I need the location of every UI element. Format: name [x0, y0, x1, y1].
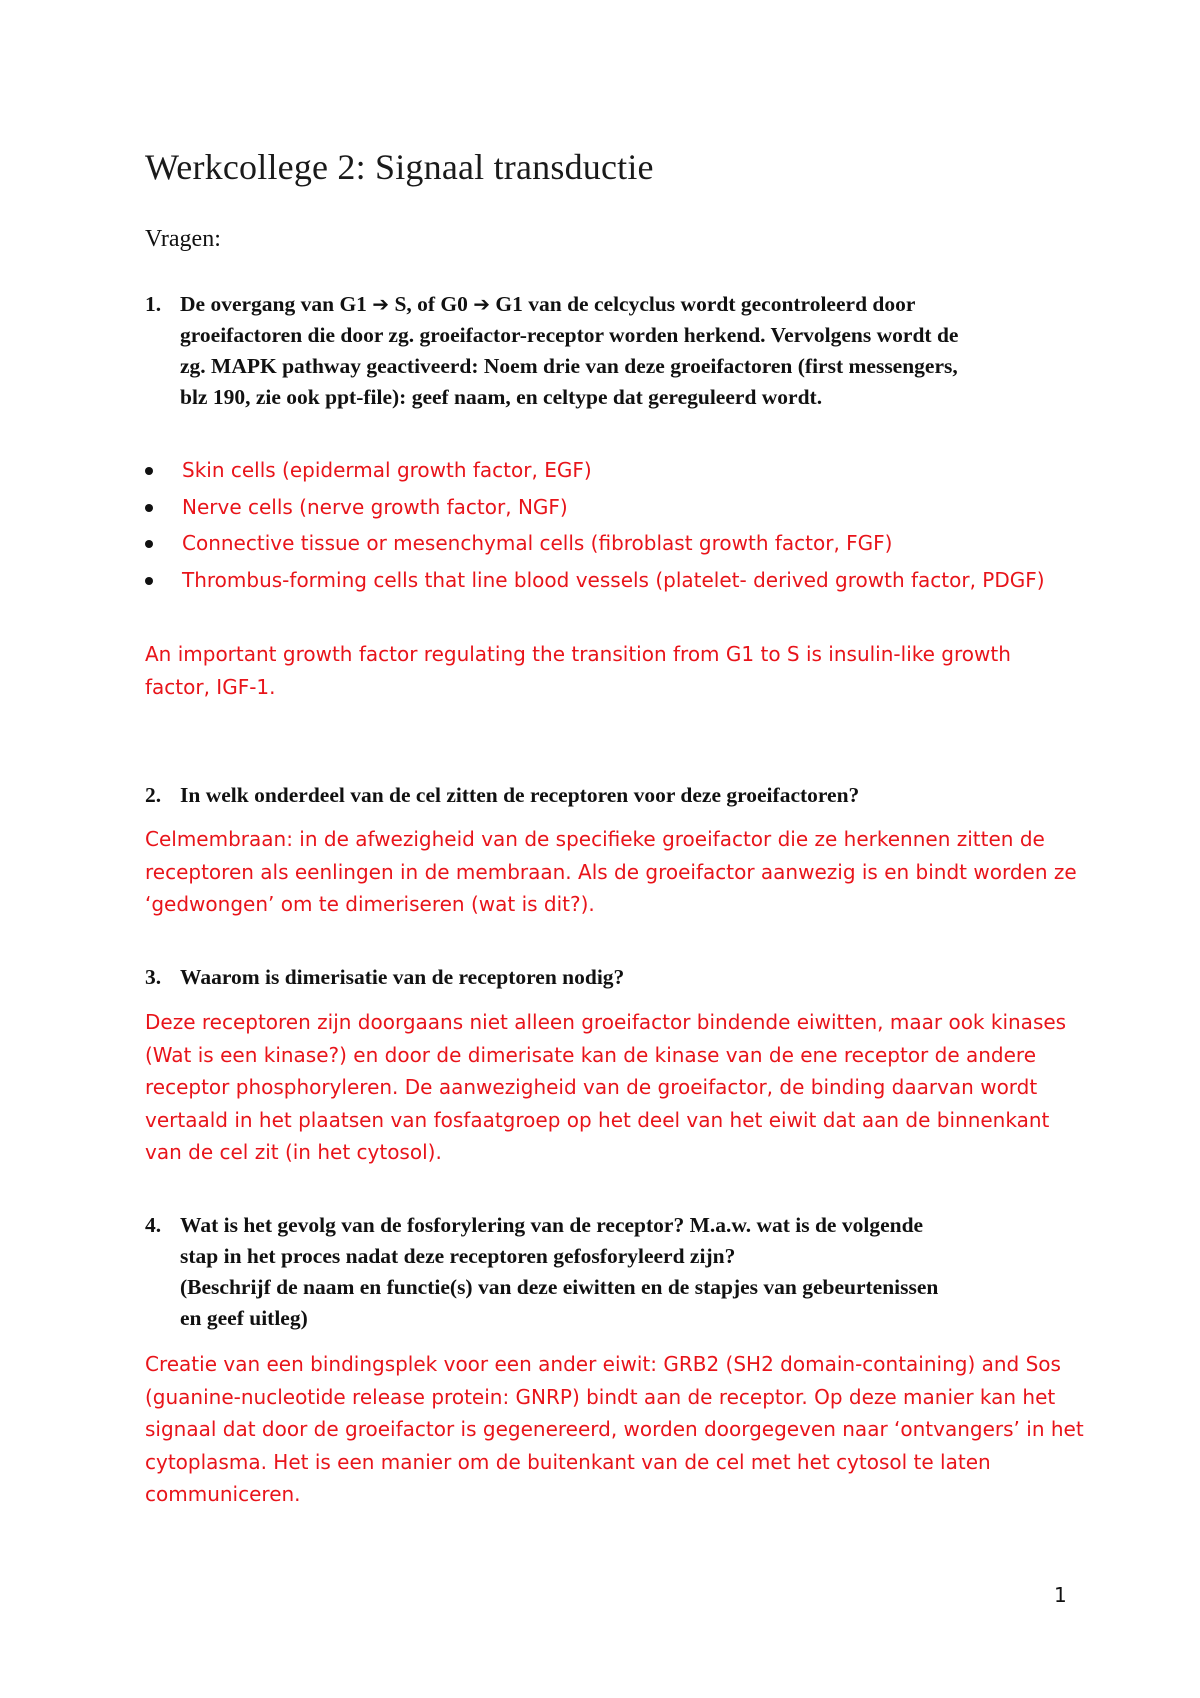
answer-2: Celmembraan: in de afwezigheid van de specifieke groeifactor die ze herkennen zitten de receptoren als eenlingen in de membraan. Als de groeifactor aanwezig is en bindt worden ze ‘gedwongen’ om te dimeriseren (wat is dit?).: [145, 827, 1077, 916]
question-line: en geef uitleg): [180, 1306, 308, 1330]
page-title: Werkcollege 2: Signaal transductie: [145, 147, 654, 187]
question-number: 1.: [145, 292, 162, 316]
bullet-icon: [145, 577, 153, 585]
page-number: 1: [1054, 1583, 1067, 1607]
list-item: Skin cells (epidermal growth factor, EGF): [145, 452, 1045, 489]
list-item: Nerve cells (nerve growth factor, NGF): [145, 489, 1045, 526]
list-item: Connective tissue or mesenchymal cells (fibroblast growth factor, FGF): [145, 525, 1045, 562]
answer-1-extra: An important growth factor regulating the transition from G1 to S is insulin-like growth factor, IGF-1.: [145, 642, 1011, 699]
bullet-icon: [145, 504, 153, 512]
question-line: groeifactoren die door zg. groeifactor-receptor worden herkend. Vervolgens wordt de: [180, 323, 959, 347]
answer-3: Deze receptoren zijn doorgaans niet alleen groeifactor bindende eiwitten, maar ook kinases (Wat is een kinase?) en door de dimerisate kan de kinase van de ene receptor de andere receptor phosphoryleren. De aanwezigheid van de groeifactor, de binding daarvan wordt vertaald in het plaatsen van fosfaatgroep op het deel van het eiwit dat aan de binnenkant van de cel zit (in het cytosol).: [145, 1010, 1067, 1164]
question-3: [145, 962, 1080, 993]
bullet-icon: [145, 540, 153, 548]
arrow-right-icon: ➔: [372, 292, 390, 316]
list-item: Thrombus-forming cells that line blood vessels (platelet- derived growth factor, PDGF): [145, 562, 1045, 599]
question-line: (Beschrijf de naam en functie(s) van deze eiwitten en de stapjes van gebeurtenissen: [180, 1275, 939, 1299]
bullet-icon: [145, 467, 153, 475]
arrow-right-icon: ➔: [473, 292, 491, 316]
question-1: [145, 289, 1080, 413]
question-number: 3.: [145, 965, 162, 989]
question-line: In welk onderdeel van de cel zitten de receptoren voor deze groeifactoren?: [180, 783, 860, 807]
answer-4: Creatie van een bindingsplek voor een ander eiwit: GRB2 (SH2 domain-containing) and Sos (guanine-nucleotide release protein: GNRP) bindt aan de receptor. Op deze manier kan het signaal dat door de groeifactor is gegenereerd, worden doorgegeven naar ‘ontvangers’ in het cytoplasma. Het is een manier om de buitenkant van de cel met het cytosol te laten communiceren.: [145, 1352, 1084, 1506]
answer-1-bullet-list: [145, 452, 1045, 598]
question-line: blz 190, zie ook ppt-file): geef naam, en celtype dat gereguleerd wordt.: [180, 385, 823, 409]
question-number: 4.: [145, 1213, 162, 1237]
question-2: [145, 780, 1080, 811]
question-line: zg. MAPK pathway geactiveerd: Noem drie van deze groeifactoren (first messengers,: [180, 354, 958, 378]
question-line: Wat is het gevolg van de fosforylering van de receptor? M.a.w. wat is de volgende: [180, 1213, 924, 1237]
question-number: 2.: [145, 783, 162, 807]
questions-heading: Vragen:: [145, 226, 221, 252]
question-line: stap in het proces nadat deze receptoren gefosforyleerd zijn?: [180, 1244, 736, 1268]
question-4: [145, 1210, 1080, 1334]
question-line: De overgang van G1 ➔ S, of G0 ➔ G1 van de celcyclus wordt gecontroleerd door: [180, 292, 916, 316]
question-line: Waarom is dimerisatie van de receptoren nodig?: [180, 965, 625, 989]
